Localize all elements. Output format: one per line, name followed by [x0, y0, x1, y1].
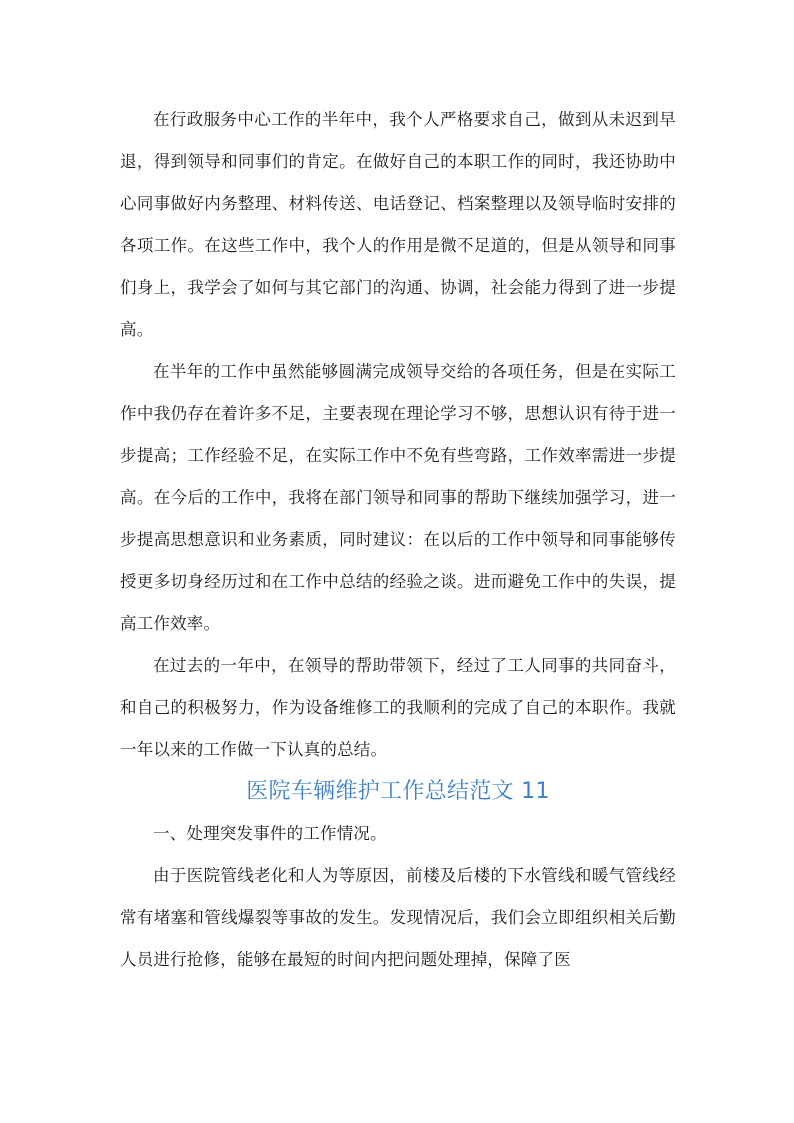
document-body — [120, 99, 676, 981]
paragraph-pipeline-issues: 由于医院管线老化和人为等原因，前楼及后楼的下水管线和暖气管线经常有堵塞和管线爆裂等事故的发生。发现情况后，我们会立即组织相关后勤人员进行抢修，能够在最短的时间内把问题处理掉，保障了医 — [120, 866, 676, 969]
paragraph-emergency-title: 一、处理突发事件的工作情况。 — [153, 824, 387, 843]
paragraph-year-summary: 在过去的一年中，在领导的帮助带领下，经过了工人同事的共同奋斗，和自己的积极努力，作为设备维修工的我顺利的完成了自己的本职作。我就一年以来的工作做一下认真的总结。 — [120, 656, 676, 759]
paragraph-shortcomings: 在半年的工作中虽然能够圆满完成领导交给的各项任务，但是在实际工作中我仍存在着许多不足，主要表现在理论学习不够，思想认识有待于进一步提高；工作经验不足，在实际工作中不免有些弯路，工作效率需进一步提高。在今后的工作中，我将在部门领导和同事的帮助下继续加强学习，进一步提高思想意识和业务素质，同时建议：在以后的工作中领导和同事能够传授更多切身经历过和在工作中总结的经验之谈。进而避免工作中的失误，提高工作效率。 — [120, 362, 676, 633]
section-heading: 医院车辆维护工作总结范文 11 — [246, 779, 550, 804]
paragraph-service-center: 在行政服务中心工作的半年中，我个人严格要求自己，做到从未迟到早退，得到领导和同事们的肯定。在做好自己的本职工作的同时，我还协助中心同事做好内务整理、材料传送、电话登记、档案整理以及领导临时安排的各项工作。在这些工作中，我个人的作用是微不足道的，但是从领导和同事们身上，我学会了如何与其它部门的沟通、协调，社会能力得到了进一步提高。 — [120, 110, 676, 339]
